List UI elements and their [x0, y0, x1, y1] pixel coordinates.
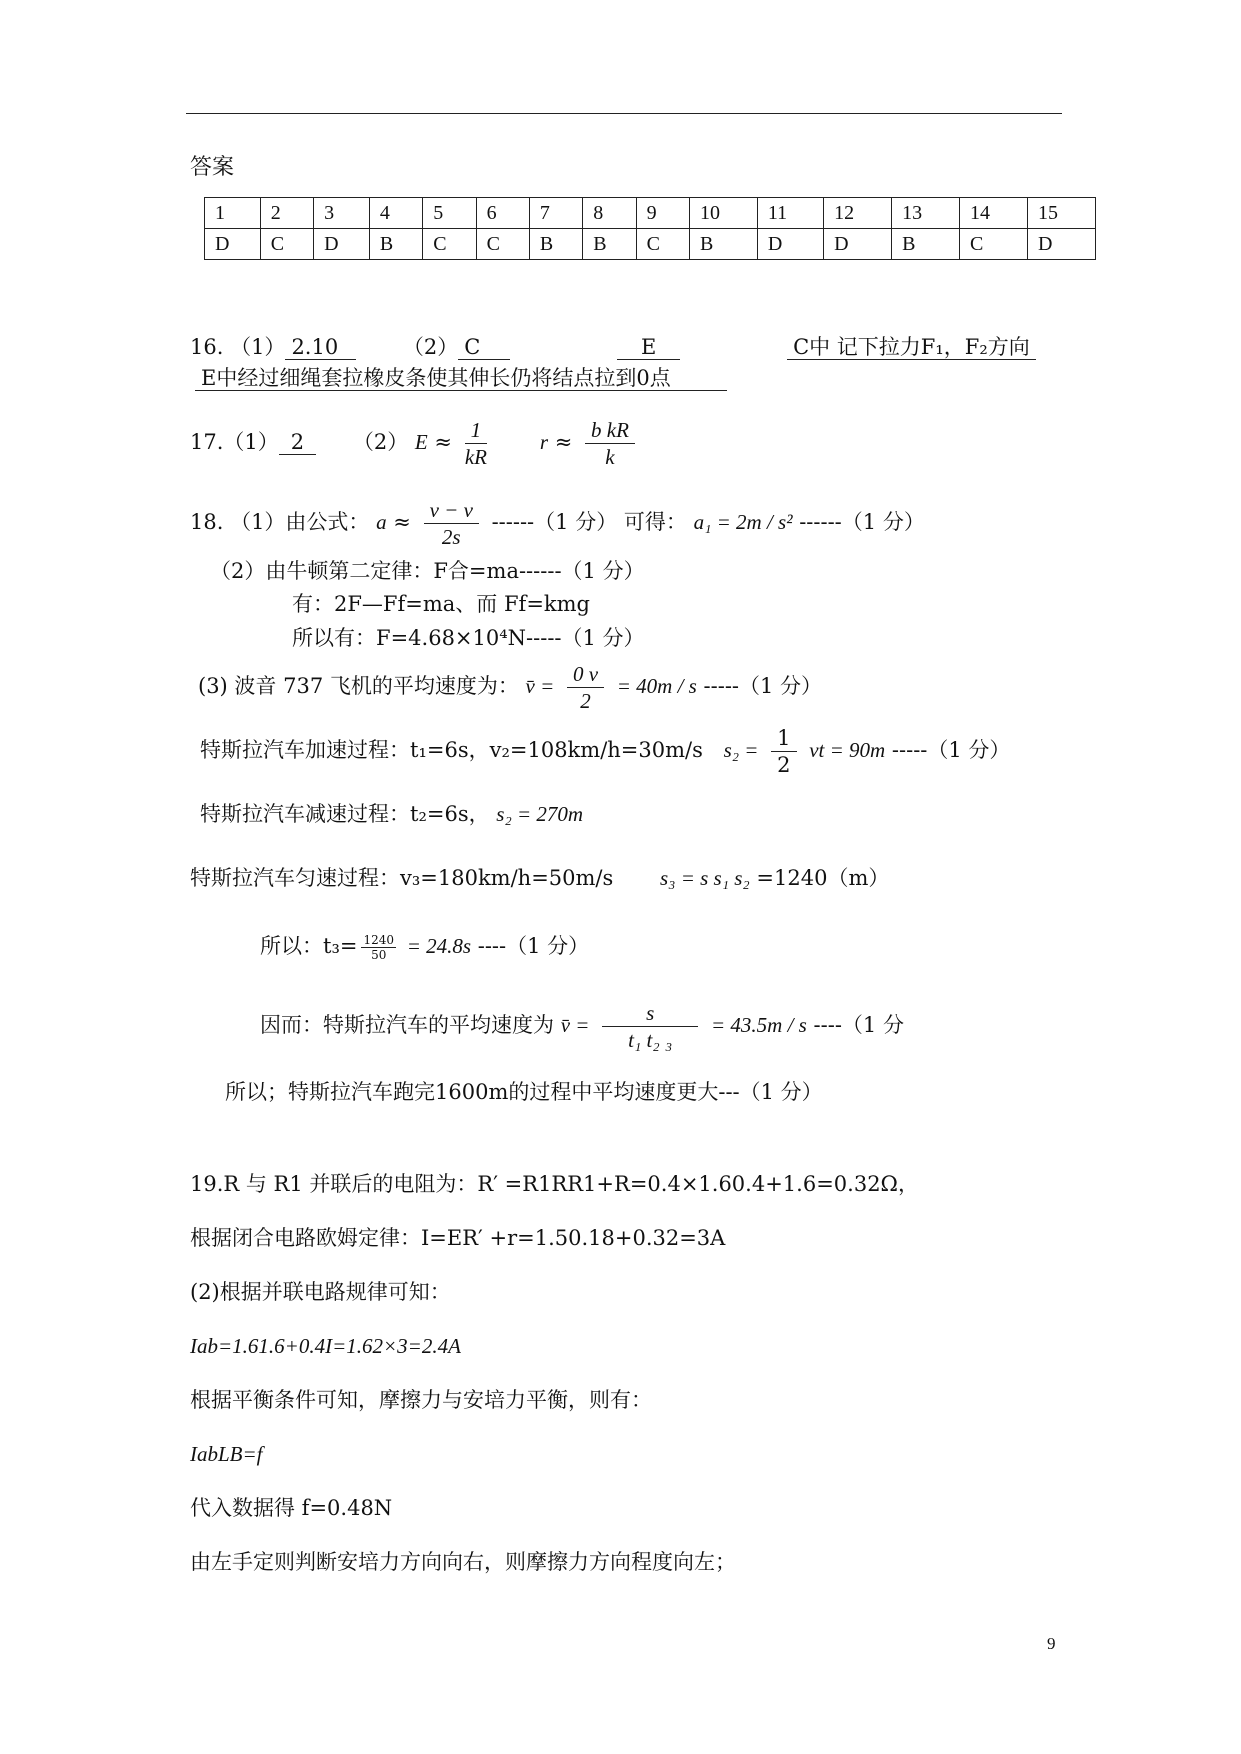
q19-line5: 根据平衡条件可知，摩擦力与安培力平衡，则有：: [190, 1388, 652, 1412]
answer-number-cell: 2: [260, 198, 313, 229]
q18-l1-symbol: a: [376, 510, 387, 534]
answer-number-cell: 7: [529, 198, 582, 229]
q18-l9-fraction: [361, 933, 396, 962]
page-number: 9: [1047, 1634, 1056, 1653]
answer-letter-cell: B: [583, 229, 636, 260]
q18-l10-fraction: [602, 1000, 698, 1053]
q18-l8-text: 特斯拉汽车匀速过程：v₃=180km/h=50m/s: [190, 866, 614, 890]
answer-letter-cell: D: [1027, 229, 1095, 260]
q18-line1: 18. （1）由公式： a ≈ $\frac{v - v}{2s}$ ------（1 分） 可得： a₁ = 2m / s² ------（1 分）: [190, 498, 925, 549]
q18-l8-result: =1240（m）: [756, 866, 890, 890]
answer-letter-cell: C: [960, 229, 1028, 260]
q16-prefix: 16. （1）: [190, 335, 286, 359]
q18-line6: [200, 720, 1010, 780]
q17-e-denominator: kR: [464, 445, 487, 469]
q18-l8-formula: s₃ = s s₁ s₂: [659, 866, 750, 890]
page-title: 答案: [190, 155, 235, 180]
q17-r-symbol: r: [539, 430, 549, 454]
q18-l1-score: ------（1 分） 可得：: [491, 510, 687, 534]
q18-l6-denominator: 2: [777, 753, 791, 777]
q18-l6-text: 特斯拉汽车加速过程：t₁=6s，v₂=108km/h=30m/s: [200, 738, 703, 762]
answer-number-cell: 3: [314, 198, 370, 229]
q18-l5-fraction: [567, 661, 604, 714]
answer-number-cell: 4: [369, 198, 422, 229]
q18-l6-score: -----（1 分）: [891, 738, 1011, 762]
q16-answer-3: E: [617, 335, 680, 360]
answer-letter-cell: B: [369, 229, 422, 260]
q18-l7-result: s₂ = 270m: [496, 802, 584, 826]
q16-line1: [190, 333, 1036, 361]
q18-line9: [260, 924, 589, 968]
q16-part2-label: （2）: [402, 335, 459, 359]
q16-answer-1: 2.10: [285, 335, 356, 360]
q19-line7: 代入数据得 f=0.48N: [190, 1496, 393, 1520]
answer-letter-cell: C: [423, 229, 476, 260]
q19-line4: Iab=1.61.6+0.4I=1.62×3=2.4A: [190, 1334, 461, 1358]
q17-e-symbol: E: [414, 430, 428, 454]
q17-r-denominator: k: [605, 445, 615, 469]
answer-number-cell: 1: [205, 198, 261, 229]
q17-answer-1: 2: [279, 430, 316, 455]
q18-l9-denominator: 50: [371, 948, 387, 962]
answer-number-cell: 6: [476, 198, 529, 229]
answer-letter-cell: B: [892, 229, 960, 260]
q18-line5: [198, 656, 822, 716]
q18-l10-score: ----（1 分: [813, 1013, 904, 1037]
q18-l10-numerator: s: [602, 1000, 698, 1027]
answer-number-cell: 5: [423, 198, 476, 229]
answer-table: [204, 197, 1096, 260]
q18-line10: [260, 995, 904, 1055]
q18-l7-text: 特斯拉汽车减速过程：t₂=6s，: [200, 802, 490, 826]
header-rule: [186, 113, 1062, 114]
q16-answer-5: E中经过细绳套拉橡皮条使其伸长仍将结点拉到0点: [195, 366, 727, 391]
q18-l6-fraction: [771, 725, 796, 778]
q18-l9-text: 所以：t₃=: [260, 934, 358, 958]
q18-l10-symbol: v̄ =: [560, 1013, 590, 1037]
q18-l9-result: = 24.8s: [406, 934, 472, 958]
q18-line3: 有：2F—Ff=ma、而 Ff=kmg: [292, 592, 590, 616]
q18-l6-result: vt = 90m: [809, 738, 886, 762]
q18-l5-denominator: 2: [580, 689, 591, 713]
answer-letter-cell: C: [636, 229, 689, 260]
q18-line2: （2）由牛顿第二定律：F合=ma------（1 分）: [210, 559, 645, 583]
q18-l10-result: = 43.5m / s: [711, 1013, 807, 1037]
answer-letter-cell: B: [529, 229, 582, 260]
answer-letter-cell: C: [476, 229, 529, 260]
q18-l1-score2: ------（1 分）: [799, 510, 925, 534]
answer-letter-cell: C: [260, 229, 313, 260]
q16-answer-2: C: [458, 335, 510, 360]
q18-l9-score: ----（1 分）: [477, 934, 590, 958]
q19-line1: 19.R 与 R1 并联后的电阻为：R′ =R1RR1+R=0.4×1.60.4+1.6=0.32Ω，: [190, 1172, 919, 1196]
q18-l1-text: 18. （1）由公式：: [190, 510, 370, 534]
q18-l1-numerator: v − v: [424, 497, 479, 524]
answer-letter-cell: B: [689, 229, 757, 260]
q18-l5-symbol: v̄ =: [525, 674, 555, 698]
answer-number-cell: 13: [892, 198, 960, 229]
q18-l10-text: 因而：特斯拉汽车的平均速度为: [260, 1013, 554, 1037]
q18-l1-fraction: [424, 497, 479, 550]
q18-line7: [200, 800, 583, 828]
answer-number-cell: 10: [689, 198, 757, 229]
answer-number-row: [205, 198, 1096, 229]
q16-answer-4: C中 记下拉力F₁，F₂方向: [787, 335, 1036, 360]
q18-l1-denominator: 2s: [441, 525, 461, 549]
q19-line8: 由左手定则判断安培力方向向右，则摩擦力方向程度向左；: [190, 1550, 736, 1574]
q18-l6-numerator: 1: [771, 725, 796, 752]
answer-number-cell: 11: [757, 198, 823, 229]
q18-l9-numerator: 1240: [363, 933, 394, 947]
q18-l5-result: = 40m / s: [616, 674, 697, 698]
q18-line8: [190, 864, 889, 892]
answer-number-cell: 14: [960, 198, 1028, 229]
q17-part2-label: （2）: [352, 430, 409, 454]
answer-letter-row: [205, 229, 1096, 260]
answer-number-cell: 12: [824, 198, 892, 229]
q18-l5-text: (3) 波音 737 飞机的平均速度为：: [198, 674, 519, 698]
answer-letter-cell: D: [824, 229, 892, 260]
q17-r-fraction: [585, 417, 635, 470]
q18-line11: 所以；特斯拉汽车跑完1600m的过程中平均速度更大---（1 分）: [225, 1080, 823, 1104]
q17-e-numerator: 1: [465, 417, 488, 444]
q19-line3: (2)根据并联电路规律可知：: [190, 1280, 451, 1304]
q17-line: 17.（1） 2 （2） E ≈ $\frac{1}{kR}$ r ≈ $\frac{\text{b kR}}{k}$: [190, 412, 641, 472]
answer-number-cell: 8: [583, 198, 636, 229]
q18-l5-numerator: 0 v: [567, 661, 604, 688]
answer-letter-cell: D: [757, 229, 823, 260]
q18-l10-denominator: t₁ t₂ ₃: [628, 1028, 673, 1052]
q18-l5-score: -----（1 分）: [703, 674, 823, 698]
answer-number-cell: 9: [636, 198, 689, 229]
q17-r-numerator: b kR: [585, 417, 635, 444]
q18-line4: 所以有：F=4.68×10⁴N-----（1 分）: [292, 626, 645, 650]
q19-line6: IabLB=f: [190, 1442, 263, 1466]
q18-l6-symbol: s₂ =: [723, 738, 759, 762]
q17-e-fraction: [465, 417, 488, 470]
answer-letter-cell: D: [314, 229, 370, 260]
answer-letter-cell: D: [205, 229, 261, 260]
q19-line2: 根据闭合电路欧姆定律：I=ER′ +r=1.50.18+0.32=3A: [190, 1226, 726, 1250]
answer-number-cell: 15: [1027, 198, 1095, 229]
q18-l1-result: a₁ = 2m / s²: [693, 510, 793, 534]
q17-prefix: 17.（1）: [190, 430, 279, 454]
q16-line2: [195, 364, 727, 392]
